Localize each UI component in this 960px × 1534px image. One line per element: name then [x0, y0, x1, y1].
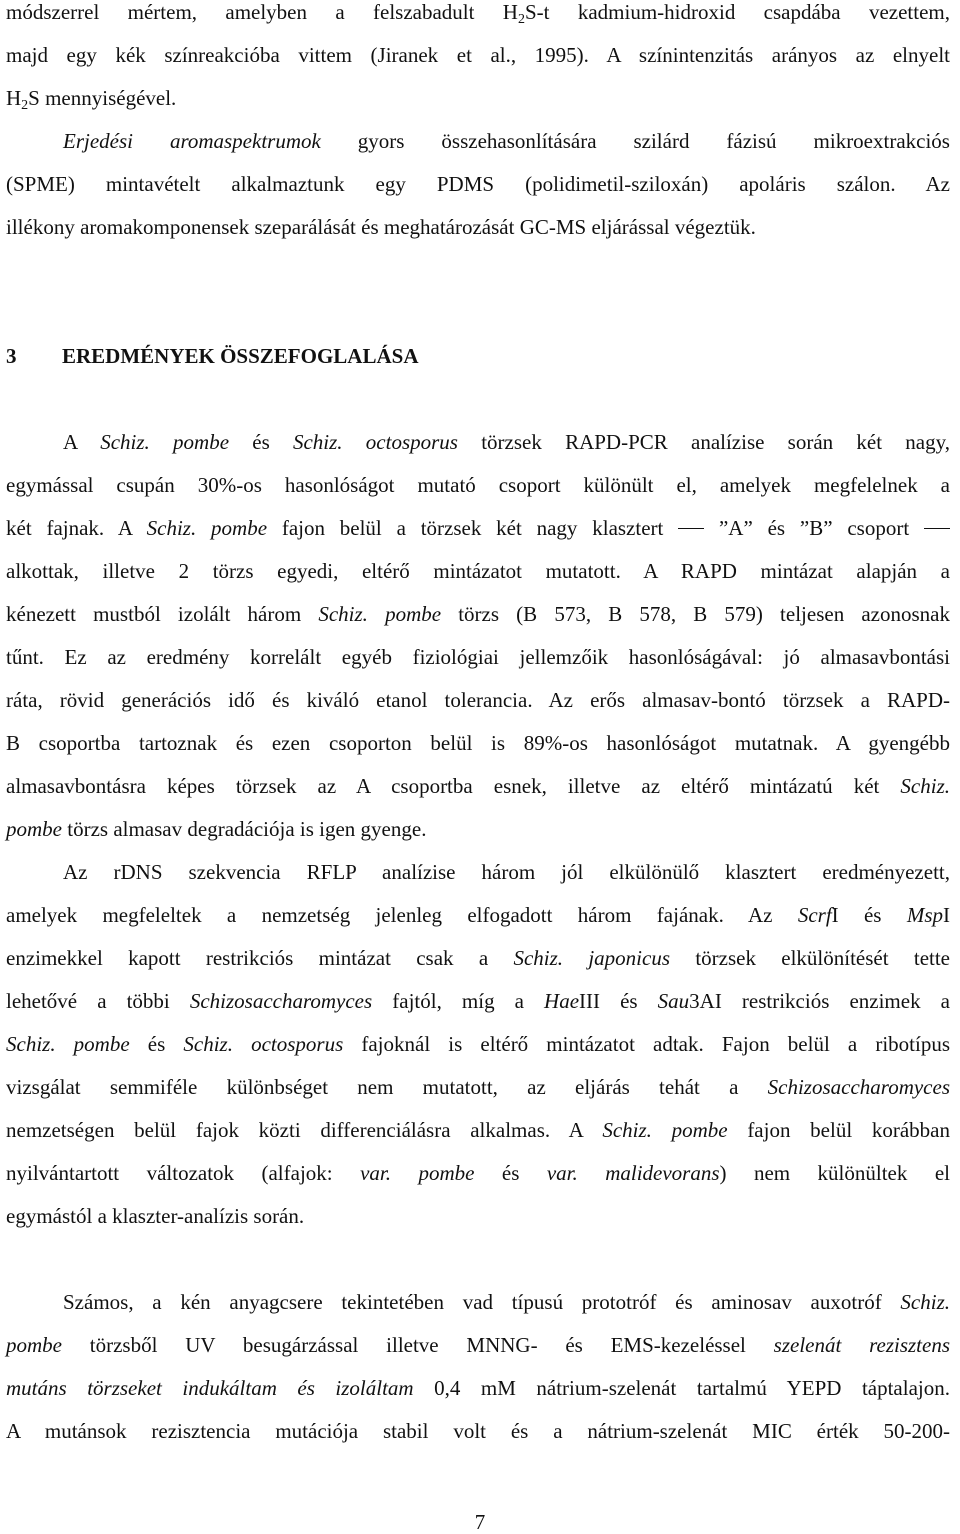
section-heading: [6, 344, 419, 368]
text-line: két fajnak. A Schiz. pombe fajon belül a törzsek két nagy klasztert ”A” és ”B” csoport: [6, 516, 950, 540]
section-title: EREDMÉNYEK ÖSSZEFOGLALÁSA: [62, 344, 419, 368]
text-line: enzimekkel kapott restrikciós mintázat csak a Schiz. japonicus törzsek elkülönítését tette: [6, 946, 950, 970]
text-line: (SPME) mintavételt alkalmaztunk egy PDMS (polidimetil-sziloxán) apoláris szálon. Az: [6, 172, 950, 196]
text-line: vizsgálat semmiféle különbséget nem mutatott, az eljárás tehát a Schizosaccharomyces: [6, 1075, 950, 1099]
text-line: pombe törzs almasav degradációja is igen gyenge.: [6, 817, 427, 841]
page-number: 7: [474, 1510, 486, 1534]
text-line: nyilvántartott változatok (alfajok: var. pombe és var. malidevorans) nem különültek el: [6, 1161, 950, 1185]
text-line: $H_2S$ mennyiségével.: [6, 86, 177, 113]
text-line: módszerrel mértem, amelyben a felszabadult $H_2S-t$ kadmium-hidroxid csapdába vezettem,: [6, 0, 950, 27]
text-line: pombe törzsből UV besugárzással illetve MNNG- és EMS-kezeléssel szelenát rezisztens: [6, 1333, 950, 1357]
text-line: A mutánsok rezisztencia mutációja stabil volt és a nátrium-szelenát MIC érték 50-200-: [6, 1419, 950, 1443]
text-line: majd egy kék színreakcióba vittem (Jiranek et al., 1995). A színintenzitás arányos az elnyelt: [6, 43, 950, 67]
text-line: mutáns törzseket indukáltam és izoláltam 0,4 mM nátrium-szelenát tartalmú YEPD táptalajon.: [6, 1376, 950, 1400]
text-line: kénezett mustból izolált három Schiz. pombe törzs (B 573, B 578, B 579) teljesen azonosnak: [6, 602, 950, 626]
dash: [678, 528, 704, 529]
text-line: lehetővé a többi Schizosaccharomyces fajtól, míg a HaeIII és Sau3AI restrikciós enzimek a: [6, 989, 950, 1013]
text-line: ráta, rövid generációs idő és kiváló etanol tolerancia. Az erős almasav-bontó törzsek a RAPD-: [6, 688, 950, 712]
text-line: nemzetségen belül fajok közti differenciálásra alkalmas. A Schiz. pombe fajon belül korábban: [6, 1118, 950, 1142]
text-line: egymástól a klaszter-analízis során.: [6, 1204, 305, 1228]
text-line: illékony aromakomponensek szeparálását és meghatározását GC-MS eljárással végeztük.: [6, 215, 756, 239]
dash: [924, 528, 950, 529]
text-line: A Schiz. pombe és Schiz. octosporus törzsek RAPD-PCR analízise során két nagy,: [63, 430, 950, 454]
text-line: Erjedési aromaspektrumok gyors összehasonlítására szilárd fázisú mikroextrakciós: [63, 129, 950, 153]
text-line: egymással csupán 30%-os hasonlóságot mutató csoport különült el, amelyek megfelelnek a: [6, 473, 950, 497]
text-line: almasavbontásra képes törzsek az A csoportba esnek, illetve az eltérő mintázatú két Schiz.: [6, 774, 950, 798]
text-line: Schiz. pombe és Schiz. octosporus fajoknál is eltérő mintázatot adtak. Fajon belül a ribotípus: [6, 1032, 950, 1056]
text-line: B csoportba tartoznak és ezen csoporton belül is 89%-os hasonlóságot mutatnak. A gyengébb: [6, 731, 950, 755]
text-line: Az rDNS szekvencia RFLP analízise három jól elkülönülő klasztert eredményezett,: [63, 860, 950, 884]
text-line: alkottak, illetve 2 törzs egyedi, eltérő mintázatot mutatott. A RAPD mintázat alapján a: [6, 559, 950, 583]
text-line: Számos, a kén anyagcsere tekintetében vad típusú prototróf és aminosav auxotróf Schiz.: [63, 1290, 950, 1314]
text-line: amelyek megfeleltek a nemzetség jelenleg elfogadott három fajának. Az ScrfI és MspI: [6, 903, 950, 927]
text-line: tűnt. Ez az eredmény korrelált egyéb fiziológiai jellemzőik hasonlóságával: jó almasavbontási: [6, 645, 950, 669]
section-number: 3: [6, 344, 17, 368]
